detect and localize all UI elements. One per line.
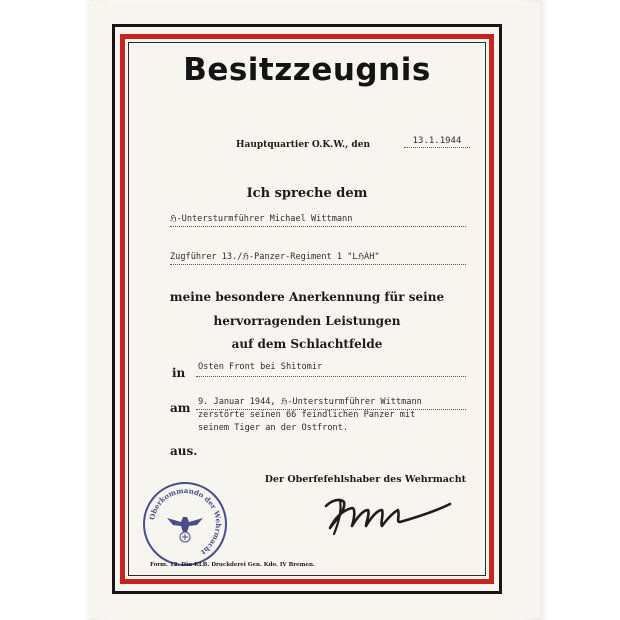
aus-label: aus. (170, 444, 198, 458)
location-underline (196, 376, 466, 377)
achievement-line-3: seinem Tiger an der Ostfront. (198, 423, 349, 433)
issuer-line: Der Oberfefehlshaber des Wehrmacht (264, 474, 466, 485)
am-label: am (170, 401, 191, 415)
handwritten-signature (318, 484, 458, 544)
document-title: Besitzzeugnis (183, 52, 431, 88)
unit-field: Zugführer 13./ℌ-Panzer-Regiment 1 "LℌAH" (170, 252, 466, 265)
in-label: in (172, 366, 186, 380)
achievement-line-1: 9. Januar 1944, ℌ-Untersturmführer Wittmann (198, 397, 422, 407)
intro-line: Ich spreche dem (246, 186, 368, 201)
eagle-emblem-icon (167, 517, 203, 542)
recognition-line-1: meine besondere Anerkennung für seine (169, 290, 445, 304)
issue-date: 13.1.1944 (404, 136, 470, 148)
stamp-ring-text (145, 484, 225, 564)
headquarters-label: Hauptquartier O.K.W., den (236, 140, 370, 150)
recipient-field: ℌ-Untersturmführer Michael Wittmann (170, 214, 466, 227)
stamp-text: Oberkommando der Wehrmacht (147, 485, 224, 557)
location-field: Osten Front bei Shitomir (198, 362, 323, 372)
recognition-line-3: auf dem Schlachtfelde (231, 337, 383, 351)
recognition-line-2: hervorragenden Leistungen (213, 314, 401, 328)
official-stamp (143, 482, 227, 566)
achievement-line-2: zerstörte seinen 66 feindlichen Panzer mit (198, 410, 416, 420)
printer-footer: Form. 12. Din KLB. Druckderei Gen. Kdo. IV Bremen. (150, 562, 315, 568)
